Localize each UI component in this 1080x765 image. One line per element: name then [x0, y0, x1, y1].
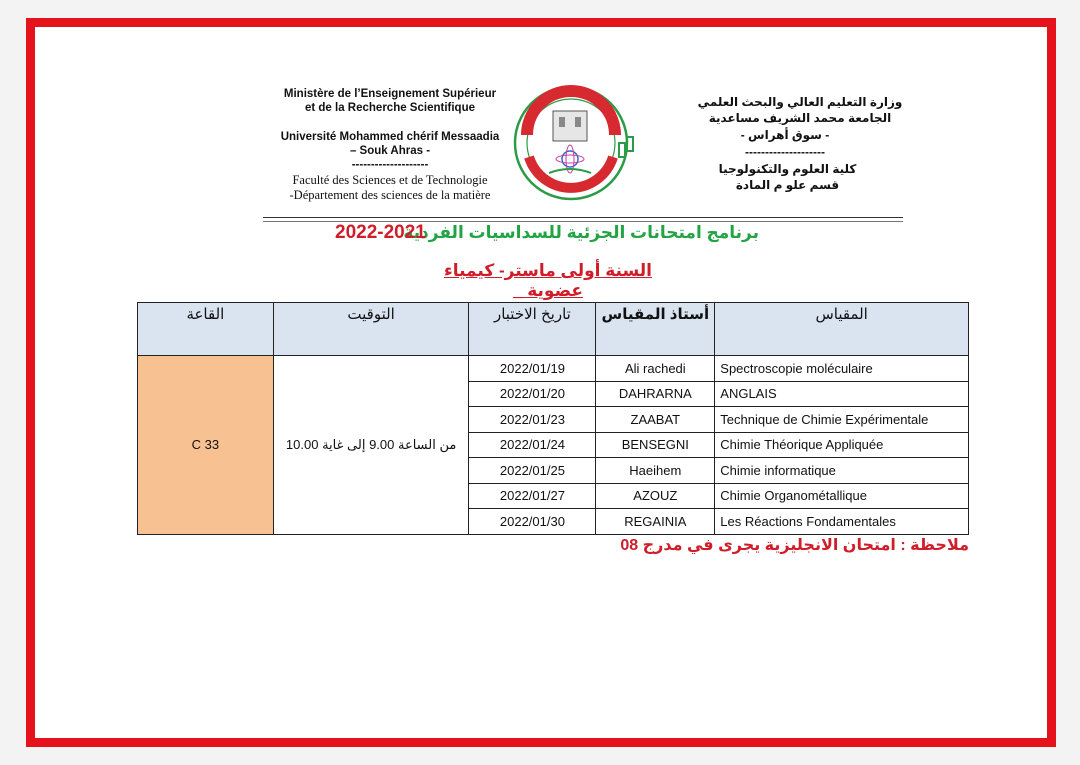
module-name: Chimie Organométallique	[715, 483, 969, 509]
french-header	[250, 87, 530, 217]
faculty-fr: Faculté des Sciences et de Technologie	[292, 173, 488, 187]
professor-name: DAHRARNA	[596, 381, 715, 407]
table-body	[138, 356, 969, 535]
time-cell	[273, 356, 469, 535]
separator-ar: --------------------	[745, 145, 825, 159]
header-module: المقياس	[715, 303, 969, 356]
arabic-header	[670, 95, 930, 215]
table-row	[138, 356, 969, 382]
exam-note: ملاحظة : امتحان الانجليزية يجرى في مدرج 08	[620, 537, 969, 554]
room-cell	[138, 356, 274, 535]
header-time: التوقيت	[273, 303, 469, 356]
header-room: القاعة	[138, 303, 274, 356]
university-fr-line2: – Souk Ahras -	[349, 145, 431, 157]
table-header-row	[138, 303, 969, 356]
ministry-ar: وزارة التعليم العالي والبحث العلمي	[697, 95, 903, 109]
exam-program-title: برنامج امتحانات الجزئية للسداسيات الفردية	[403, 223, 759, 242]
exam-date: 2022/01/23	[469, 407, 596, 433]
professor-name: ZAABAT	[596, 407, 715, 433]
professor-name: AZOUZ	[596, 483, 715, 509]
module-name: Chimie informatique	[715, 458, 969, 484]
exam-date: 2022/01/30	[469, 509, 596, 535]
professor-name: Ali rachedi	[596, 356, 715, 382]
exam-date: 2022/01/25	[469, 458, 596, 484]
header-date: تاريخ الاختبار	[469, 303, 596, 356]
module-name: Technique de Chimie Expérimentale	[715, 407, 969, 433]
university-logo-icon	[513, 73, 643, 213]
department-ar: قسم علو م المادة	[735, 178, 840, 192]
header-divider	[263, 217, 903, 218]
exam-schedule-table	[137, 302, 969, 535]
faculty-ar: كلية العلوم والتكنولوجيا	[718, 162, 857, 176]
city-ar: - سوق أهراس -	[740, 128, 830, 142]
document-page	[26, 18, 1056, 747]
module-name: Les Réactions Fondamentales	[715, 509, 969, 535]
module-name: ANGLAIS	[715, 381, 969, 407]
professor-name: Haeihem	[596, 458, 715, 484]
university-ar: الجامعة محمد الشريف مساعدية	[708, 111, 892, 125]
ministry-fr-line1: Ministère de l’Enseignement Supérieur	[283, 88, 497, 100]
academic-year: 2022-2021	[335, 222, 426, 243]
module-name: Spectroscopie moléculaire	[715, 356, 969, 382]
time-end: 10.00	[285, 436, 319, 452]
exam-date: 2022/01/20	[469, 381, 596, 407]
separator-fr: --------------------	[351, 159, 429, 171]
program-subtitle: السنة أولى ماستر- كيمياء عضوية _	[444, 261, 652, 300]
room-value: C 33	[191, 437, 220, 453]
department-fr: -Département des sciences de la matière	[289, 188, 491, 202]
professor-name: BENSEGNI	[596, 432, 715, 458]
exam-date: 2022/01/19	[469, 356, 596, 382]
time-start: من الساعة 9.00 إلى غاية	[322, 436, 457, 452]
university-fr-line1: Université Mohammed chérif Messaadia	[280, 131, 500, 143]
module-name: Chimie Théorique Appliquée	[715, 432, 969, 458]
title-line	[35, 223, 1047, 247]
ministry-fr-line2: et de la Recherche Scientifique	[304, 102, 475, 114]
professor-name: REGAINIA	[596, 509, 715, 535]
exam-date: 2022/01/24	[469, 432, 596, 458]
header-professor: أستاذ المقياس	[596, 303, 715, 356]
exam-date: 2022/01/27	[469, 483, 596, 509]
